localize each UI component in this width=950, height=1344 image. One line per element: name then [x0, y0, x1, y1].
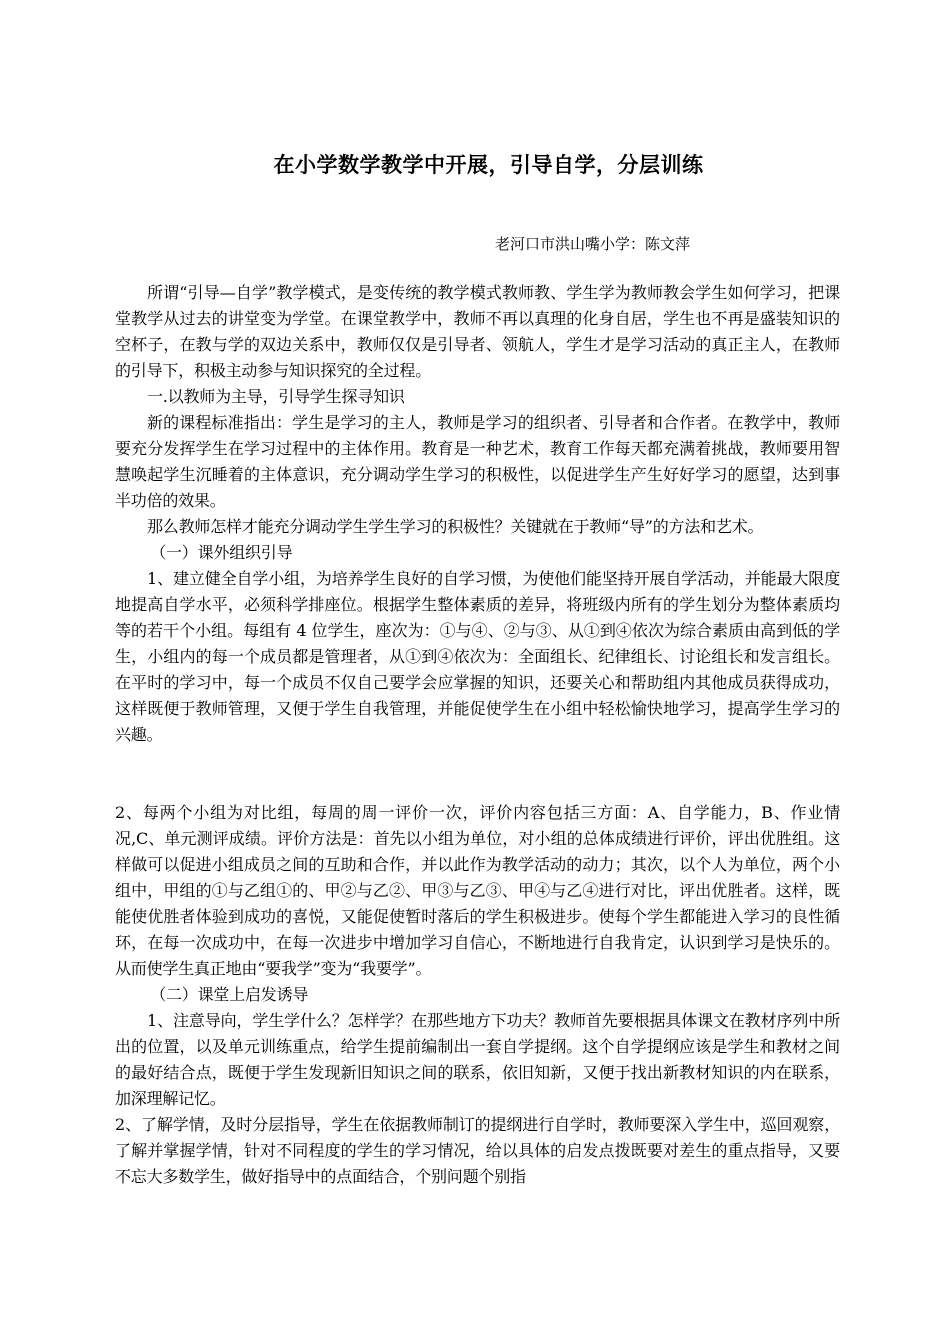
paragraph-guidance: 1、注意导向，学生学什么？怎样学？在那些地方下功夫？教师首先要根据具体课文在教材序列中所出的位置，以及单元训练重点，给学生提前编制出一套自学提纲。这个自学提纲应该是学生和教材之间的最好结合点，既便于学生发现新旧知识之间的联系，依旧知新，又便于找出新教材知识的内在联系，加深理解记忆。	[115, 1011, 840, 1108]
document-body	[115, 280, 840, 1190]
document-page	[115, 148, 840, 1190]
paragraph-intro: 所谓“引导—自学”教学模式，是变传统的教学模式教师教、学生学为教师教会学生如何学习，把课堂教学从过去的讲堂变为学堂。在课堂教学中，教师不再以真理的化身自居，学生也不再是盛装知识的空杯子，在教与学的双边关系中，教师仅仅是引导者、领航人，学生才是学习活动的真正主人，在教师的引导下，积极主动参与知识探究的全过程。	[115, 283, 840, 380]
subsection-heading-1: （一）课外组织引导	[150, 543, 293, 562]
paragraph-groups: 1、建立健全自学小组，为培养学生良好的自学习惯，为使他们能坚持开展自学活动，并能最大限度地提高自学水平，必须科学排座位。根据学生整体素质的差异，将班级内所有的学生划分为整体素质均等的若干个小组。每组有 4 位学生，座次为：①与④、②与③、从①到④依次为综合素质由高到低的学生，小组内的每一个成员都是管理者，从①到④依次为：全面组长、纪律组长、讨论组长和发言组长。在平时的学习中，每一个成员不仅自己要学会应掌握的知识，还要关心和帮助组内其他成员获得成功，这样既便于教师管理，又便于学生自我管理，并能促使学生在小组中轻松愉快地学习，提高学生学习的兴趣。	[115, 569, 840, 744]
paragraph-curriculum: 新的课程标准指出：学生是学习的主人，教师是学习的组织者、引导者和合作者。在教学中，教师要充分发挥学生在学习过程中的主体作用。教育是一种艺术，教育工作每天都充满着挑战，教师要用智慧唤起学生沉睡着的主体意识，充分调动学生学习的积极性，以促进学生产生好好学习的愿望，达到事半功倍的效果。	[115, 413, 840, 510]
paragraph-layered-guidance: 2、了解学情，及时分层指导，学生在依据教师制订的提纲进行自学时，教师要深入学生中，巡回观察，了解并掌握学情，针对不同程度的学生的学习情况，给以具体的启发点拨既要对差生的重点指导，又要不忘大多数学生，做好指导中的点面结合，个别问题个别指	[115, 1115, 840, 1186]
subsection-heading-2: （二）课堂上启发诱导	[150, 985, 309, 1004]
paragraph-evaluation: 2、每两个小组为对比组，每周的周一评价一次，评价内容包括三方面：A、自学能力，B、作业情况,C、单元测评成绩。评价方法是：首先以小组为单位，对小组的总体成绩进行评价，评出优胜组。这样做可以促进小组成员之间的互助和合作，并以此作为教学活动的动力；其次，以个人为单位，两个小组中，甲组的①与乙组①的、甲②与乙②、甲③与乙③、甲④与乙④进行对比，评出优胜者。这样，既能使优胜者体验到成功的喜悦，又能促使暂时落后的学生积极进步。使每个学生都能进入学习的良性循环，在每一次成功中，在每一次进步中增加学习自信心，不断地进行自我肯定，认识到学习是快乐的。从而使学生真正地由“要我学”变为“我要学”。	[115, 803, 840, 978]
paragraph-question: 那么教师怎样才能充分调动学生学生学习的积极性？关键就在于教师“导”的方法和艺术。	[147, 517, 764, 536]
blank-spacer	[115, 748, 840, 800]
section-heading-1: 一.以教师为主导，引导学生探寻知识	[147, 387, 405, 406]
document-title: 在小学数学教学中开展，引导自学，分层训练	[273, 153, 704, 177]
author-line: 老河口市洪山嘴小学：陈文萍	[494, 235, 690, 253]
